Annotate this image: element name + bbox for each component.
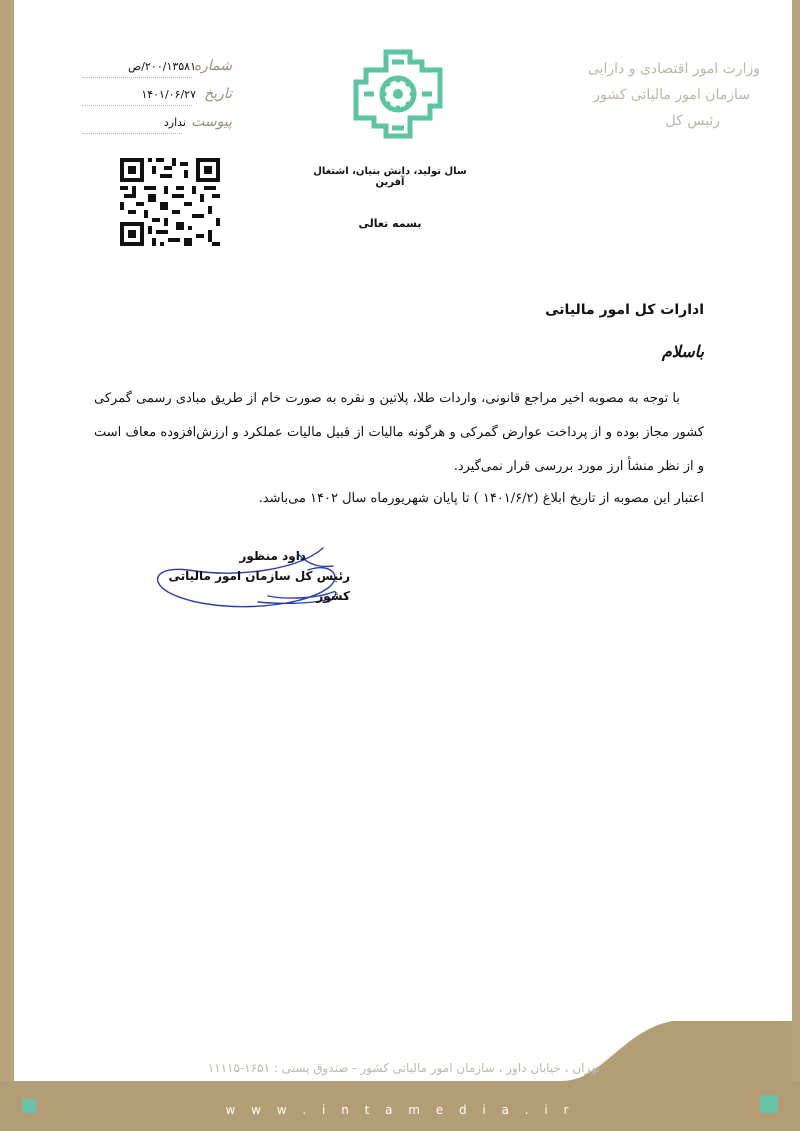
footer-square-left-icon (22, 1099, 36, 1113)
meta-attachment-label: پیوست (191, 114, 232, 130)
qr-code-icon (120, 158, 220, 246)
letter-body (94, 382, 704, 516)
meta-number-row (82, 58, 232, 86)
ministry-line-1: وزارت امور اقتصادی و دارایی (587, 61, 760, 77)
signer-title: رئیس کل سازمان امور مالیاتی کشور (168, 569, 350, 603)
signer-block (150, 546, 350, 606)
meta-dotted-line (82, 77, 192, 78)
body-paragraph-1: با توجه به مصوبه اخیر مراجع قانونی، واردات طلا، پلاتین و نقره به صورت خام از طریق مبادی رسمی گمرکی کشور مجاز بوده و از پرداخت عوارض گمرکی و هرگونه مالیات از قبیل مالیات عملکرد و ارزش‌افزوده معاف است و از نظر منشأ ارز مورد بررسی قرار نمی‌گیرد. (94, 391, 704, 474)
meta-number-value: ۲۰۰/۱۳۵۸۱/ص (128, 60, 196, 73)
organization-logo-icon (352, 48, 444, 140)
footer-address: تهران ، خیابان داور ، سازمان امور مالیاتی کشور - صندوق پستی : ۱۶۵۱-۱۱۱۱۵ (207, 1061, 600, 1075)
meta-dotted-line (82, 133, 182, 134)
year-motto: سال تولید، دانش بنیان، اشتغال آفرین (313, 166, 467, 188)
meta-date-label: تاریخ (204, 86, 232, 102)
besmellah: بسمه تعالی (358, 217, 422, 230)
meta-number-label: شماره (193, 58, 232, 74)
page-frame-left (0, 0, 14, 1131)
footer-square-right-icon (760, 1095, 778, 1113)
page-frame-right (792, 0, 800, 1131)
letter-meta (82, 58, 232, 142)
meta-date-value: ۱۴۰۱/۰۶/۲۷ (141, 88, 196, 101)
meta-date-row (82, 86, 232, 114)
meta-attachment-value: ندارد (163, 116, 186, 129)
meta-attachment-row (82, 114, 232, 142)
ministry-line-2: سازمان امور مالیاتی کشور (593, 87, 750, 103)
footer-band (0, 1081, 800, 1131)
greeting: باسلام (661, 342, 704, 361)
signer-name: داود منظور (239, 549, 306, 563)
body-paragraph-2: اعتبار این مصوبه از تاریخ ابلاغ (۱۴۰۱/۶/۲ ) تا پایان شهریورماه سال ۱۴۰۲ می‌باشد. (258, 491, 704, 506)
ministry-header (570, 56, 760, 134)
footer-website: w w w . i n t a m e d i a . i r (225, 1103, 575, 1117)
meta-dotted-line (82, 105, 192, 106)
recipient: ادارات کل امور مالیاتی (545, 302, 704, 318)
ministry-line-3: رئیس کل (665, 113, 720, 129)
